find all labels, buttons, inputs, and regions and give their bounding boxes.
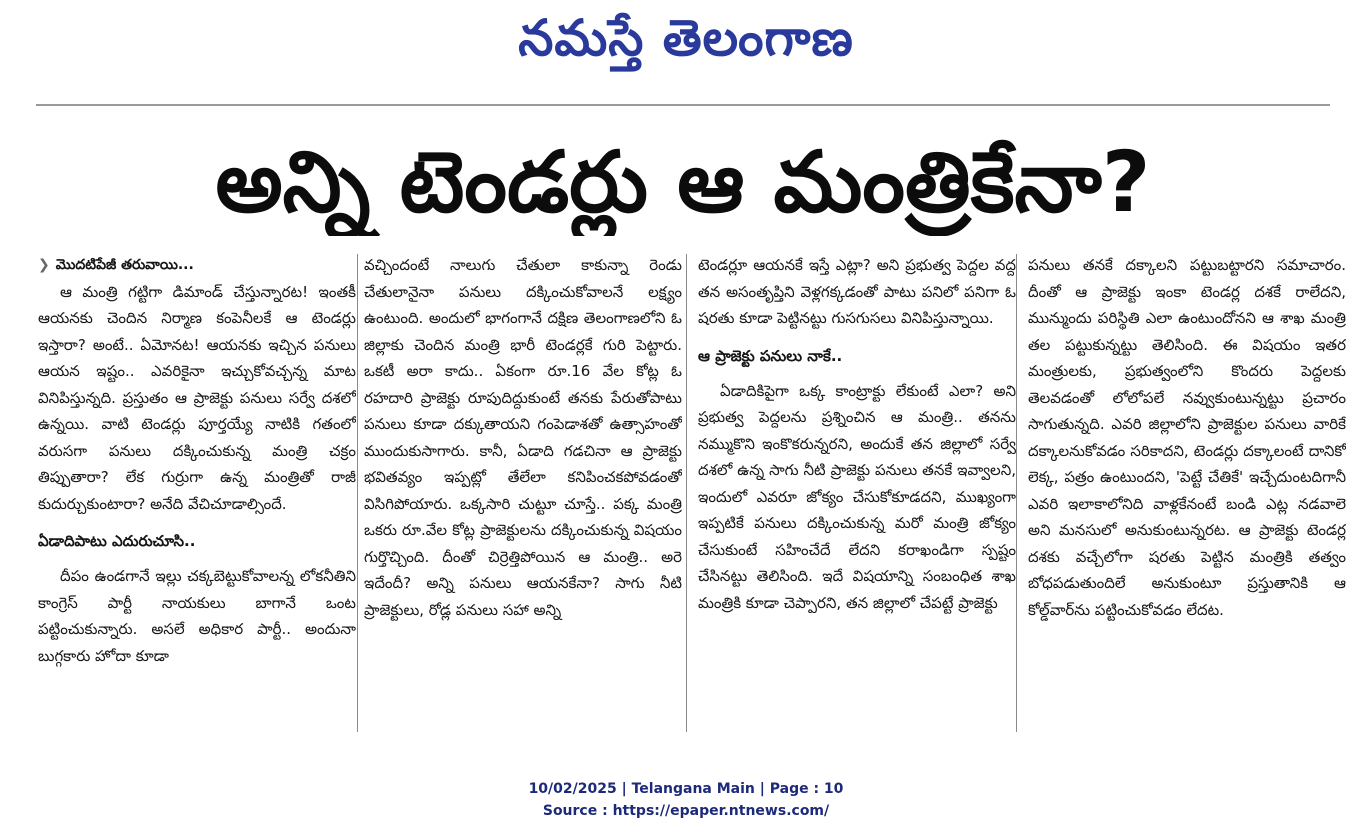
paragraph: టెండర్లూ ఆయనకే ఇస్తే ఎట్లా? అని ప్రభుత్వ పెద్దల వద్ద తన అసంతృప్తిని వెళ్లగక్కడంతో పాటు పనిలో పనిగా ఓ షరతు కూడా పెట్టినట్టు గుసగుసలు వినిపిస్తున్నాయి. [698, 256, 1016, 327]
subheading: ఏడాదిపాటు ఎదురుచూసి.. [38, 532, 196, 550]
page-footer [0, 778, 1372, 822]
headline: అన్ని టెండర్లు ఆ మంత్రికేనా? [215, 133, 1151, 231]
continued-label: మొదటిపేజీ తరువాయి... [55, 257, 194, 273]
chevron-right-icon: ❯ [38, 257, 50, 273]
masthead-logo: నమస్తే తెలంగాణ [518, 9, 854, 67]
paragraph: ఆ మంత్రి గట్టిగా డిమాండ్ చేస్తున్నారట! ఇంతకీ ఆయనకు చెందిన నిర్మాణ కంపెనీలకే ఆ టెండర్లు ఇస్తారా? అంటే.. ఏమోనట! ఆయనకు ఇచ్చిన పనులు ఆయన ఇష్టం.. ఎవరికైనా ఇచ్చుకోవచ్చన్న మాట వినిపిస్తున్నది. ప్రస్తుతం ఆ ప్రాజెక్టు పనులు సర్వే దశలో ఉన్నయి. వాటి టెండర్లు పూర్తయ్యే నాటికి గతంలో వరుసగా పనులు దక్కించుకున్న మంత్రి చక్రం తిప్పుతారా? లేక గుర్రుగా ఉన్న మంత్రితో రాజీ కుదుర్చుకుంటారా? అనేది వేచిచూడాల్సిందే. [38, 282, 356, 513]
article-column-2 [364, 252, 682, 738]
column-divider [686, 254, 687, 732]
paragraph: వచ్చిందంటే నాలుగు చేతులా కాకున్నా రెండు చేతులానైనా పనులు దక్కించుకోవాలనే లక్ష్యం ఉంటుంది. అందులో భాగంగానే దక్షిణ తెలంగాణలోని ఓ జిల్లాకు చెందిన మంత్రి భారీ టెండర్లకే గురి పెట్టారు. ఒకటీ అరా కాదు.. ఏకంగా రూ.16 వేల కోట్ల ఓ రహదారి ప్రాజెక్టు రూపుదిద్దుకుంటే తనకు పేరుతోపాటు పనులు కూడా దక్కుతాయని గంపెడాశతో ఉత్సాహంతో ముందుకుసాగారు. కానీ, ఏడాది గడచినా ఆ ప్రాజెక్టు భవితవ్యం ఇప్పట్లో తేలేలా కనిపించకపోవడంతో విసిగిపోయారు. ఒక్కసారి చుట్టూ చూస్తే.. పక్క మంత్రి ఒకరు రూ.వేల కోట్ల ప్రాజెక్టులను దక్కించుకున్న విషయం గుర్తొచ్చింది. దీంతో చిర్రెత్తిపోయిన ఆ మంత్రి.. అరె ఇదేందీ? అన్ని పనులు ఆయనకేనా? సాగు నీటి ప్రాజెక్టులు, రోడ్ల పనులు సహా అన్ని [364, 256, 682, 619]
paragraph: దీపం ఉండగానే ఇల్లు చక్కబెట్టుకోవాలన్న లోకనీతిని కాంగ్రెస్ పార్టీ నాయకులు బాగానే ఒంట పట్టించుకున్నారు. అసలే అధికార పార్టీ.. అందునా బుగ్గకారు హోదా కూడా [38, 567, 356, 665]
paragraph: ఏడాదికిపైగా ఒక్క కాంట్రాక్టు లేకుంటే ఎలా? అని ప్రభుత్వ పెద్దలను ప్రశ్నించిన ఆ మంత్రి.. తనను నమ్ముకొని ఇంకొకరున్నరని, అందుకే తన జిల్లాలో సర్వే దశలో ఉన్న సాగు నీటి ప్రాజెక్టు పనులు తనకే ఇవ్వాలని, ఇందులో ఎవరూ జోక్యం చేసుకోకూడదని, ముఖ్యంగా ఇప్పటికే పనులు దక్కించుకున్న మరో మంత్రి జోక్యం చేసుకుంటే సహించేదే లేదని కరాఖండిగా స్పష్టం చేసినట్టు తెలిసింది. ఇదే విషయాన్ని సంబంధిత శాఖ మంత్రికి కూడా చెప్పారని, తన జిల్లాలో చేపట్టే ప్రాజెక్టు [698, 381, 1016, 612]
article-column-4 [1028, 252, 1346, 738]
subheading: ఆ ప్రాజెక్టు పనులు నాకే.. [698, 346, 843, 365]
article-column-3 [698, 252, 1016, 738]
article-column-1 [38, 252, 356, 738]
footer-source-link[interactable]: Source : https://epaper.ntnews.com/ [542, 803, 830, 819]
paragraph: పనులు తనకే దక్కాలని పట్టుబట్టారని సమాచారం. దీంతో ఆ ప్రాజెక్టు ఇంకా టెండర్ల దశకే రాలేదని, మున్ముందు పరిస్థితి ఎలా ఉంటుందోనని ఆ శాఖ మంత్రి తల పట్టుకున్నట్టు తెలిసింది. ఈ విషయం ఇతర మంత్రులకు, ప్రభుత్వంలోని కొందరు పెద్దలకు తెలవడంతో లోలోపలే నవ్వుకుంటున్నట్టు ప్రచారం సాగుతున్నది. ఎవరి జిల్లాలోని ప్రాజెక్టుల పనులు వారికే దక్కాలనుకోవడం సరికాదని, టెండర్లు దక్కాలంటే దానికో లెక్క, పత్రం ఉంటుందని, 'పెట్టే చేతికే' ఇచ్చేదుంటదిగానీ ఎవరి ఇలాకాలోనిది వాళ్లకేనంటే బండి ఎట్ల నడవాలె అని మనసులో అనుకుంటున్నరట. ఆ ప్రాజెక్టు టెండర్ల దశకు వచ్చేలోగా షరతు పెట్టిన మంత్రికి తత్వం బోధపడుతుందిలే అనుకుంటూ ప్రస్తుతానికి ఆ కోల్డ్‌వార్‌ను పట్టించుకోవడం లేదట. [1028, 256, 1346, 619]
column-divider [1016, 254, 1017, 732]
continued-marker [38, 252, 356, 279]
footer-date-edition: 10/02/2025 | Telangana Main | Page : 10 [528, 781, 844, 797]
masthead-rule [36, 104, 1330, 106]
column-divider [357, 254, 358, 732]
